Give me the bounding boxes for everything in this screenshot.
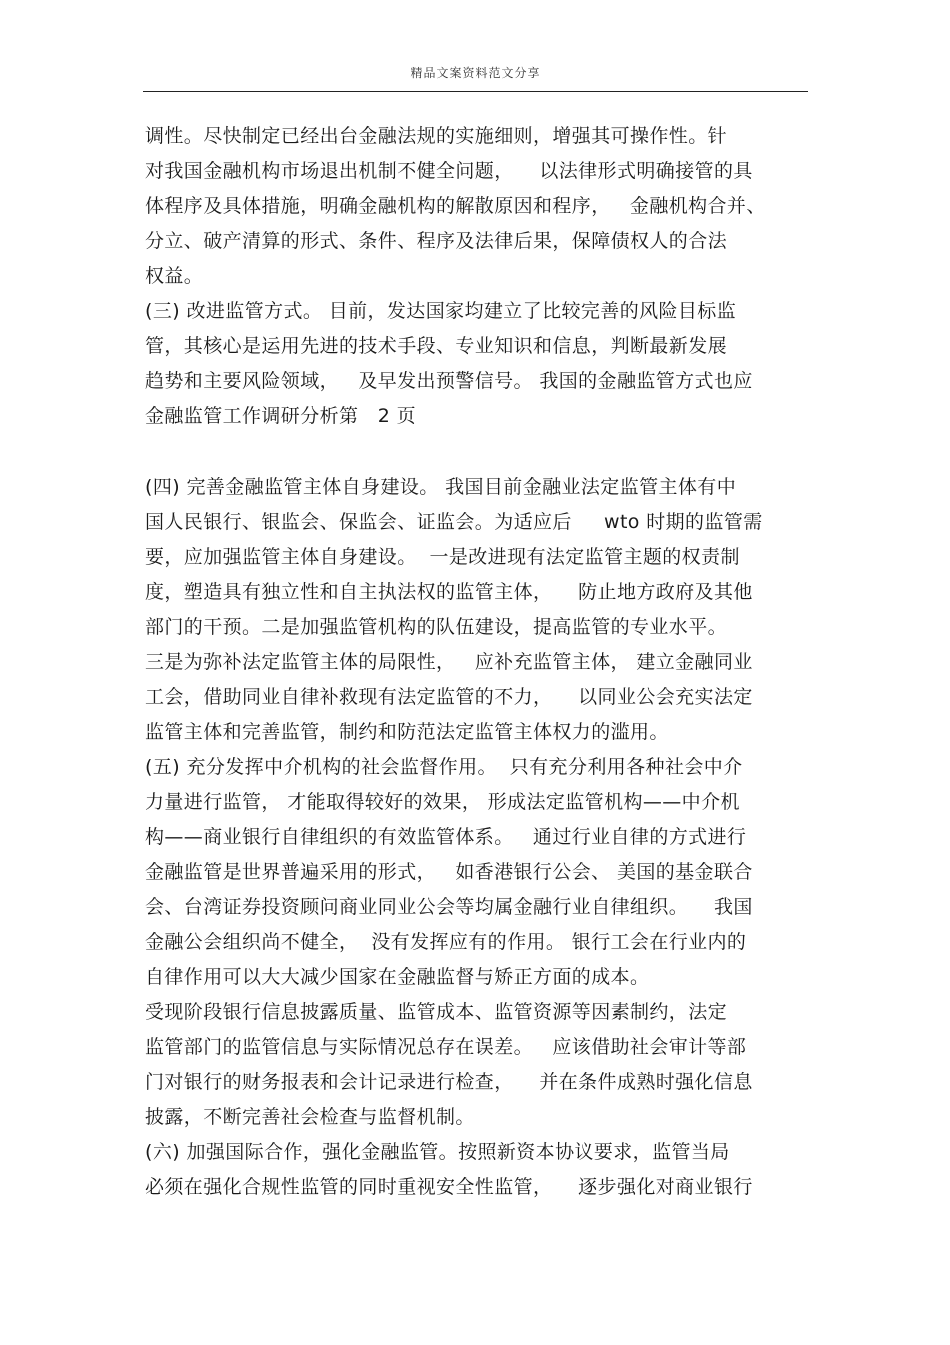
text-line: 门对银行的财务报表和会计记录进行检查， 并在条件成熟时强化信息 [145, 1071, 753, 1093]
text-line: 力量进行监管， 才能取得较好的效果， 形成法定监管机构——中介机 [145, 791, 740, 813]
page-header-title: 精品文案资料范文分享 [410, 66, 541, 80]
text-line: 三是为弥补法定监管主体的局限性， 应补充监管主体， 建立金融同业 [145, 651, 753, 673]
text-line: 分立、破产清算的形式、条件、程序及法律后果，保障债权人的合法 [145, 230, 728, 252]
text-line: 权益。 [145, 265, 204, 287]
text-line: 金融公会组织尚不健全， 没有发挥应有的作用。 银行工会在行业内的 [145, 931, 747, 953]
text-line: 对我国金融机构市场退出机制不健全问题， 以法律形式明确接管的具 [145, 160, 753, 182]
text-line: 必须在强化合规性监管的同时重视安全性监管， 逐步强化对商业银行 [145, 1176, 753, 1198]
text-line: 要，应加强监管主体自身建设。 一是改进现有法定监管主题的权责制 [145, 546, 740, 568]
text-line: 金融监管是世界普遍采用的形式， 如香港银行公会、 美国的基金联合 [145, 861, 753, 883]
text-line: 受现阶段银行信息披露质量、监管成本、监管资源等因素制约，法定 [145, 1001, 728, 1023]
text-line: 监管部门的监管信息与实际情况总存在误差。 应该借助社会审计等部 [145, 1036, 747, 1058]
text-line: 披露，不断完善社会检查与监督机制。 [145, 1106, 475, 1128]
text-line: 自律作用可以大大减少国家在金融监督与矫正方面的成本。 [145, 966, 650, 988]
page-footer-text: 金融监管工作调研分析第 2 页 [145, 405, 417, 427]
section-heading-4: (四) 完善金融监管主体自身建设。 我国目前金融业法定监管主体有中 [145, 476, 737, 498]
text-line: 调性。尽快制定已经出台金融法规的实施细则，增强其可操作性。针 [145, 125, 728, 147]
section-heading-3: (三) 改进监管方式。 目前，发达国家均建立了比较完善的风险目标监 [145, 300, 737, 322]
text-line: 国人民银行、银监会、保监会、证监会。为适应后 wto 时期的监管需 [145, 511, 763, 533]
text-line: 部门的干预。二是加强监管机构的队伍建设，提高监管的专业水平。 [145, 616, 728, 638]
text-line: 度，塑造具有独立性和自主执法权的监管主体， 防止地方政府及其他 [145, 581, 753, 603]
text-line: 监管主体和完善监管，制约和防范法定监管主体权力的滥用。 [145, 721, 669, 743]
section-heading-6: (六) 加强国际合作，强化金融监管。按照新资本协议要求，监管当局 [145, 1141, 730, 1163]
text-line: 会、台湾证券投资顾问商业同业公会等均属金融行业自律组织。 我国 [145, 896, 753, 918]
text-line: 管，其核心是运用先进的技术手段、专业知识和信息，判断最新发展 [145, 335, 728, 357]
text-line: 构——商业银行自律组织的有效监管体系。 通过行业自律的方式进行 [145, 826, 747, 848]
section-heading-5: (五) 充分发挥中介机构的社会监督作用。 只有充分利用各种社会中介 [145, 756, 743, 778]
text-line: 趋势和主要风险领域， 及早发出预警信号。 我国的金融监管方式也应 [145, 370, 753, 392]
text-line: 体程序及具体措施，明确金融机构的解散原因和程序， 金融机构合并、 [145, 195, 766, 217]
text-line: 工会，借助同业自律补救现有法定监管的不力， 以同业公会充实法定 [145, 686, 753, 708]
header-divider [143, 91, 808, 92]
